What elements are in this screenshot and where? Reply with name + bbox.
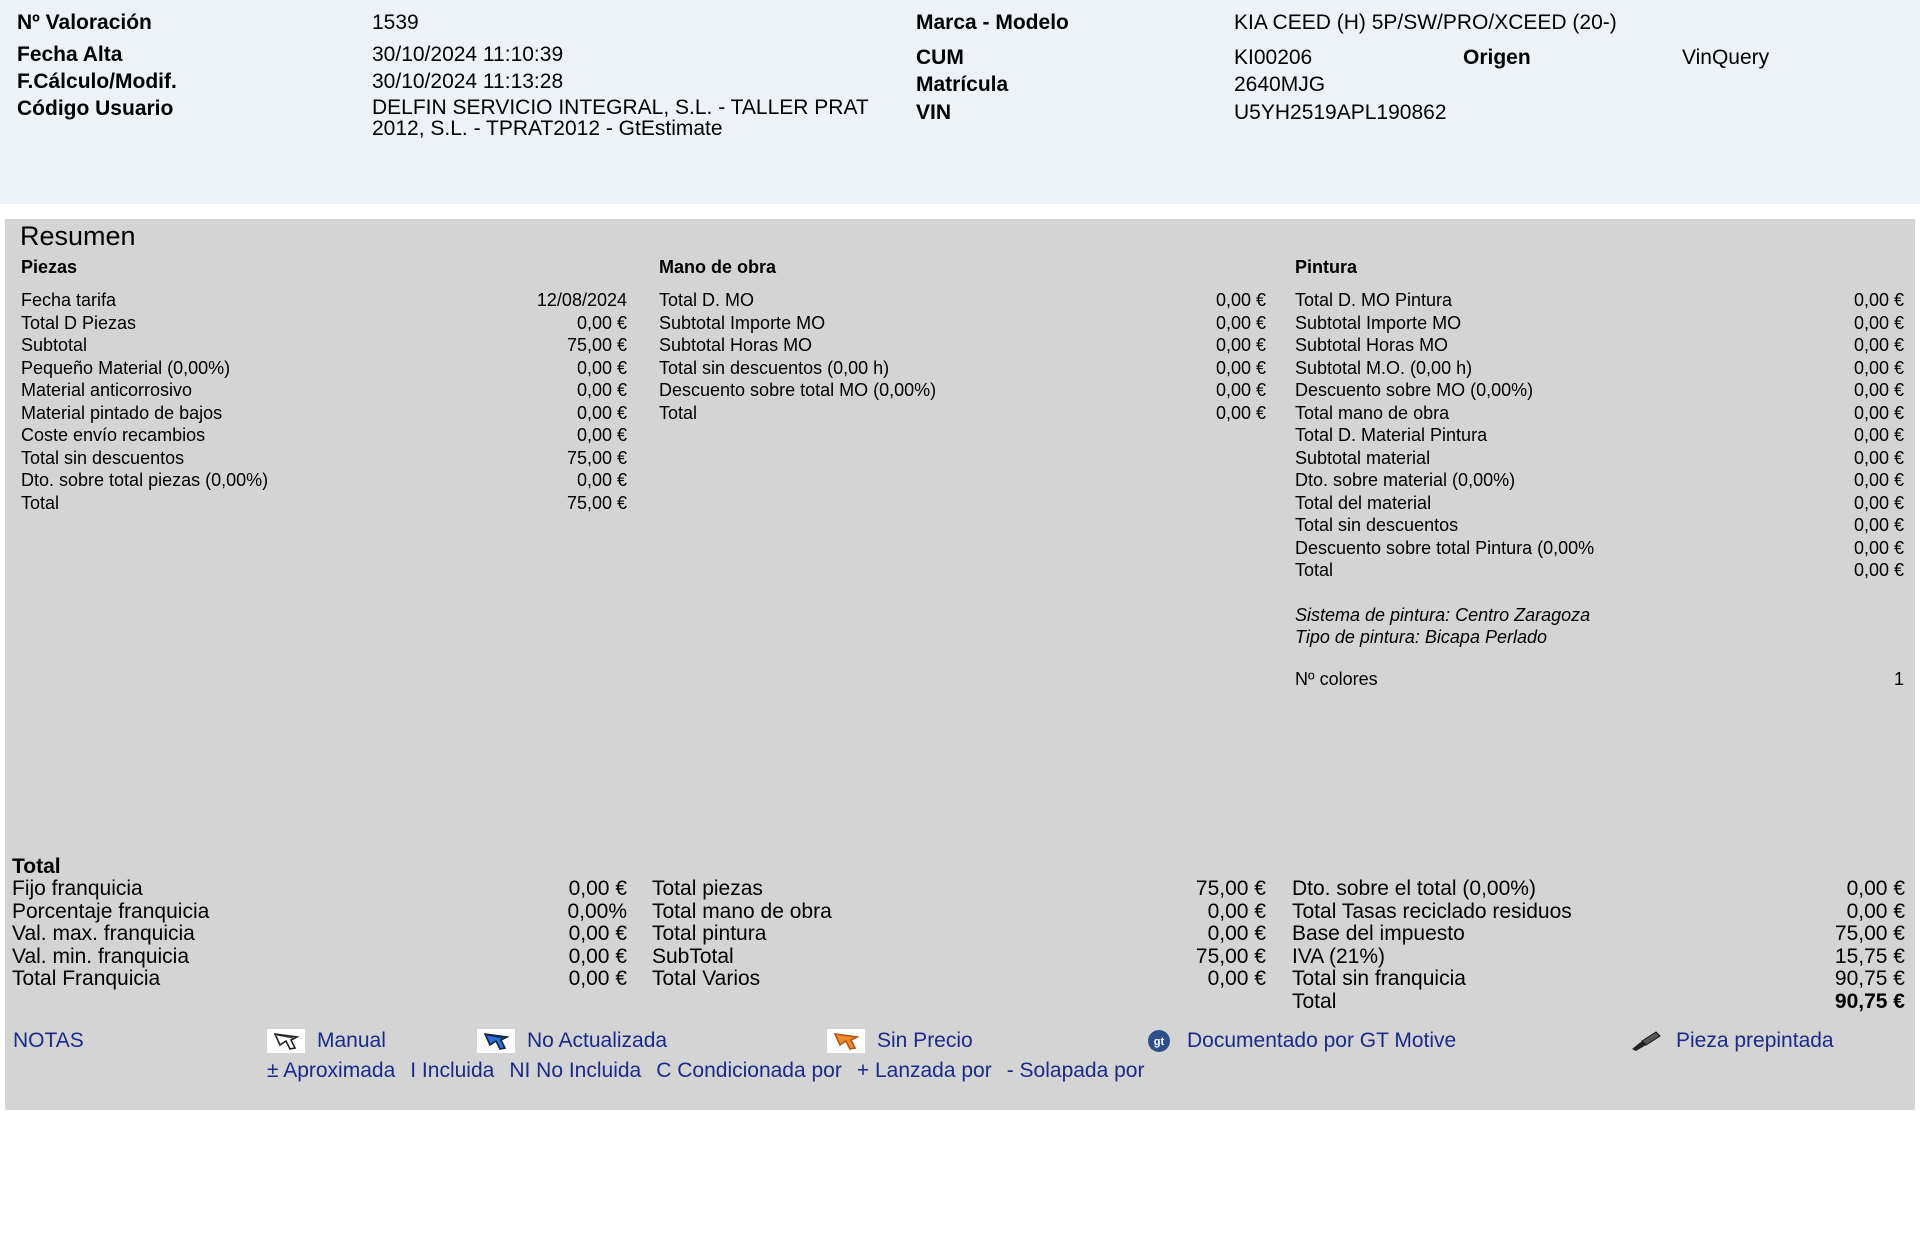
- total-title: Total: [12, 855, 61, 878]
- legend-documentado: [1143, 1029, 1456, 1053]
- fecha-alta-label: Fecha Alta: [17, 43, 123, 66]
- row-label: Base del impuesto: [1292, 922, 1465, 945]
- valuation-header: [0, 0, 1920, 204]
- row-value: 90,75 €: [1834, 967, 1905, 990]
- origen-value: VinQuery: [1682, 46, 1770, 69]
- total-row: [1292, 946, 1905, 969]
- pintura-row: [1295, 514, 1904, 537]
- row-value: 0,00 €: [1207, 967, 1266, 990]
- row-label: SubTotal: [652, 944, 734, 968]
- row-label: Total: [1295, 560, 1334, 580]
- row-value: 0,00 €: [1846, 877, 1905, 900]
- row-value: 0,00 €: [1853, 560, 1904, 580]
- pintura-row: [1295, 469, 1904, 492]
- legend-no-actualizada-label: No Actualizada: [527, 1029, 668, 1052]
- hand-pointer-icon: [267, 1029, 305, 1053]
- code-condicionada: C Condicionada por: [656, 1059, 842, 1082]
- total-row: [12, 968, 627, 991]
- piezas-title: Piezas: [21, 257, 78, 277]
- usuario-label: Código Usuario: [17, 97, 174, 120]
- legend-sin-precio-label: Sin Precio: [877, 1029, 973, 1052]
- row-label: Dto. sobre material (0,00%): [1295, 470, 1516, 490]
- marca-label: Marca - Modelo: [916, 11, 1069, 34]
- total-row: [12, 901, 627, 924]
- row-label: Total del material: [1295, 492, 1432, 513]
- row-value: 0,00 €: [1853, 380, 1904, 400]
- legend-codes: [267, 1059, 1144, 1083]
- row-label: Total mano de obra: [1295, 402, 1450, 423]
- row-value: 15,75 €: [1834, 944, 1905, 968]
- row-label: Descuento sobre total Pintura (0,00%: [1295, 537, 1595, 558]
- row-label: Coste envío recambios: [21, 425, 206, 445]
- hand-pointer-blue-icon: [477, 1029, 515, 1053]
- row-value: 0,00%: [567, 899, 627, 923]
- grand-total-row: [1292, 991, 1905, 1014]
- mano-obra-row: [659, 357, 1266, 380]
- row-label: Subtotal Horas MO: [1295, 335, 1449, 355]
- legend-prepintada: [1628, 1029, 1834, 1053]
- row-value: 0,00 €: [1853, 470, 1904, 490]
- row-value: 0,00 €: [576, 402, 627, 423]
- row-value: 75,00 €: [1834, 922, 1905, 945]
- vin-value: U5YH2519APL190862: [1234, 101, 1447, 124]
- pintura-row: [1295, 402, 1904, 425]
- row-value: 0,00 €: [568, 922, 627, 945]
- row-label: Fecha tarifa: [21, 290, 117, 310]
- row-value: 0,00 €: [1215, 335, 1266, 355]
- row-label: Dto. sobre el total (0,00%): [1292, 877, 1536, 900]
- total-row: [1292, 968, 1905, 991]
- vin-label: VIN: [916, 101, 952, 124]
- resumen-panel: [5, 219, 1915, 1110]
- total-row: [1292, 923, 1905, 946]
- mano-obra-row: [659, 334, 1266, 357]
- row-label: Total sin descuentos: [21, 447, 185, 468]
- row-label: Subtotal: [21, 335, 88, 355]
- row-value: 0,00 €: [1846, 899, 1905, 923]
- row-value: 12/08/2024: [536, 290, 627, 310]
- fcalculo-label: F.Cálculo/Modif.: [17, 70, 177, 93]
- row-value: 0,00 €: [568, 967, 627, 990]
- origen-label: Origen: [1463, 46, 1531, 69]
- mano-obra-row: [659, 379, 1266, 402]
- valoracion-label: Nº Valoración: [17, 11, 152, 34]
- matricula-value: 2640MJG: [1234, 73, 1326, 96]
- row-label: Total sin descuentos: [1295, 515, 1459, 535]
- code-lanzada: + Lanzada por: [856, 1059, 992, 1082]
- row-label: Val. min. franquicia: [12, 944, 190, 968]
- tipo-pintura: Tipo de pintura: Bicapa Perlado: [1295, 627, 1547, 647]
- pintura-title: Pintura: [1295, 257, 1358, 277]
- row-label: Nº colores: [1295, 668, 1378, 689]
- legend-manual: [267, 1029, 386, 1053]
- row-value: 0,00 €: [576, 470, 627, 490]
- row-value: 1: [1893, 668, 1904, 689]
- row-label: Total sin franquicia: [1292, 967, 1466, 990]
- piezas-row: [21, 469, 627, 492]
- row-value: 0,00 €: [576, 380, 627, 400]
- mano-obra-row: [659, 402, 1266, 425]
- pintura-row: [1295, 559, 1904, 582]
- total-row: [652, 946, 1266, 969]
- mano-obra-list: [659, 289, 1266, 424]
- row-label: Total D. MO: [659, 290, 755, 310]
- row-value: 0,00 €: [1853, 335, 1904, 355]
- row-label: Dto. sobre total piezas (0,00%): [21, 470, 269, 490]
- total-tax-list: [1292, 878, 1905, 1013]
- row-label: Total D. MO Pintura: [1295, 290, 1453, 310]
- total-franquicia-list: [12, 878, 627, 991]
- pintura-row: [1295, 357, 1904, 380]
- piezas-row: [21, 424, 627, 447]
- row-value: 0,00 €: [568, 944, 627, 968]
- fecha-alta-value: 30/10/2024 11:10:39: [372, 43, 564, 66]
- row-label: Descuento sobre MO (0,00%): [1295, 380, 1534, 400]
- legend-manual-label: Manual: [317, 1029, 386, 1052]
- piezas-row: [21, 334, 627, 357]
- row-value: 75,00 €: [566, 335, 627, 355]
- piezas-row: [21, 357, 627, 380]
- legend-sin-precio: [827, 1029, 973, 1053]
- row-value: 0,00 €: [1215, 357, 1266, 378]
- resumen-title: Resumen: [20, 221, 136, 251]
- row-value: 0,00 €: [568, 877, 627, 900]
- code-solapada: - Solapada por: [1006, 1059, 1145, 1082]
- piezas-row: [21, 312, 627, 335]
- svg-text:gt: gt: [1153, 1036, 1165, 1048]
- pintura-row: [1295, 537, 1904, 560]
- code-no-incluida: NI No Incluida: [509, 1059, 642, 1082]
- row-label: Total mano de obra: [652, 899, 832, 923]
- row-label: Subtotal Importe MO: [1295, 312, 1462, 333]
- row-value: 0,00 €: [1853, 402, 1904, 423]
- matricula-label: Matrícula: [916, 73, 1009, 96]
- row-label: Descuento sobre total MO (0,00%): [659, 380, 937, 400]
- total-row: [652, 968, 1266, 991]
- legend-documentado-label: Documentado por GT Motive: [1187, 1029, 1457, 1052]
- mano-obra-row: [659, 289, 1266, 312]
- row-label: Total: [21, 492, 60, 513]
- row-value: 0,00 €: [576, 425, 627, 445]
- row-value: 0,00 €: [1207, 922, 1266, 945]
- row-label: Total Tasas reciclado residuos: [1292, 899, 1572, 923]
- legend-no-actualizada: [477, 1029, 667, 1053]
- pintura-row: [1295, 334, 1904, 357]
- row-label: Subtotal Horas MO: [659, 335, 813, 355]
- row-label: Pequeño Material (0,00%): [21, 357, 231, 378]
- row-label: Subtotal material: [1295, 447, 1431, 468]
- row-label: Subtotal M.O. (0,00 h): [1295, 357, 1473, 378]
- usuario-value: DELFIN SERVICIO INTEGRAL, S.L. - TALLER PRAT 2012, S.L. - TPRAT2012 - GtEstimate: [372, 96, 869, 140]
- colores-row: [1295, 668, 1904, 691]
- total-row: [12, 946, 627, 969]
- total-row: [12, 923, 627, 946]
- total-parts-list: [652, 878, 1266, 991]
- row-label: Total piezas: [652, 877, 763, 900]
- piezas-row: [21, 402, 627, 425]
- row-label: Total sin descuentos (0,00 h): [659, 357, 890, 378]
- row-value: 0,00 €: [1853, 312, 1904, 333]
- row-label: Material pintado de bajos: [21, 402, 223, 423]
- row-value: 0,00 €: [1853, 537, 1904, 558]
- row-label: Material anticorrosivo: [21, 380, 193, 400]
- piezas-row: [21, 492, 627, 515]
- paint-brush-icon: [1628, 1029, 1664, 1053]
- row-value: 0,00 €: [1215, 402, 1266, 423]
- row-label: Porcentaje franquicia: [12, 899, 210, 923]
- row-value: 75,00 €: [566, 492, 627, 513]
- row-value: 0,00 €: [576, 312, 627, 333]
- row-value: 0,00 €: [1853, 447, 1904, 468]
- code-aproximada: ± Aproximada: [267, 1059, 396, 1082]
- hand-pointer-orange-icon: [827, 1029, 865, 1053]
- row-value: 75,00 €: [1195, 944, 1266, 968]
- row-label: Subtotal Importe MO: [659, 312, 826, 333]
- total-row: [652, 901, 1266, 924]
- row-value: 0,00 €: [1215, 290, 1266, 310]
- piezas-row: [21, 379, 627, 402]
- row-label: IVA (21%): [1292, 944, 1385, 968]
- gt-logo-icon: [1143, 1029, 1175, 1053]
- row-label: Total: [1292, 989, 1337, 1013]
- pintura-row: [1295, 312, 1904, 335]
- row-label: Total D. Material Pintura: [1295, 425, 1488, 445]
- row-value: 0,00 €: [1853, 425, 1904, 445]
- row-value: 0,00 €: [1215, 380, 1266, 400]
- code-incluida: I Incluida: [410, 1059, 495, 1082]
- piezas-row: [21, 447, 627, 470]
- row-value: 0,00 €: [1853, 290, 1904, 310]
- mano-obra-row: [659, 312, 1266, 335]
- total-row: [1292, 901, 1905, 924]
- fcalculo-value: 30/10/2024 11:13:28: [372, 70, 564, 93]
- total-row: [652, 878, 1266, 901]
- mano-obra-title: Mano de obra: [659, 257, 777, 277]
- marca-value: KIA CEED (H) 5P/SW/PRO/XCEED (20-): [1234, 11, 1617, 34]
- row-label: Fijo franquicia: [12, 877, 143, 900]
- row-label: Val. max. franquicia: [12, 922, 195, 945]
- row-label: Total: [659, 402, 698, 423]
- valoracion-value: 1539: [372, 11, 419, 34]
- sistema-pintura: Sistema de pintura: Centro Zaragoza: [1295, 604, 1591, 625]
- grand-total-value: 90,75 €: [1834, 989, 1905, 1013]
- total-row: [12, 878, 627, 901]
- notas-label: NOTAS: [13, 1029, 84, 1052]
- piezas-list: [21, 289, 627, 514]
- pintura-row: [1295, 424, 1904, 447]
- pintura-row: [1295, 492, 1904, 515]
- row-value: 0,00 €: [1853, 492, 1904, 513]
- row-value: 0,00 €: [1853, 515, 1904, 535]
- row-label: Total Varios: [652, 967, 761, 990]
- pintura-row: [1295, 379, 1904, 402]
- pintura-row: [1295, 447, 1904, 470]
- row-value: 75,00 €: [1195, 877, 1266, 900]
- pintura-list: [1295, 289, 1904, 690]
- cum-label: CUM: [916, 46, 964, 69]
- row-label: Total Franquicia: [12, 967, 161, 990]
- row-label: Total D Piezas: [21, 312, 137, 333]
- row-value: 0,00 €: [1207, 899, 1266, 923]
- cum-value: KI00206: [1234, 46, 1313, 69]
- row-value: 0,00 €: [1215, 312, 1266, 333]
- pintura-row: [1295, 289, 1904, 312]
- piezas-row: [21, 289, 627, 312]
- total-row: [652, 923, 1266, 946]
- row-label: Total pintura: [652, 922, 767, 945]
- total-row: [1292, 878, 1905, 901]
- row-value: 0,00 €: [1853, 357, 1904, 378]
- row-value: 0,00 €: [576, 357, 627, 378]
- legend-prepintada-label: Pieza prepintada: [1676, 1029, 1834, 1052]
- row-value: 75,00 €: [566, 447, 627, 468]
